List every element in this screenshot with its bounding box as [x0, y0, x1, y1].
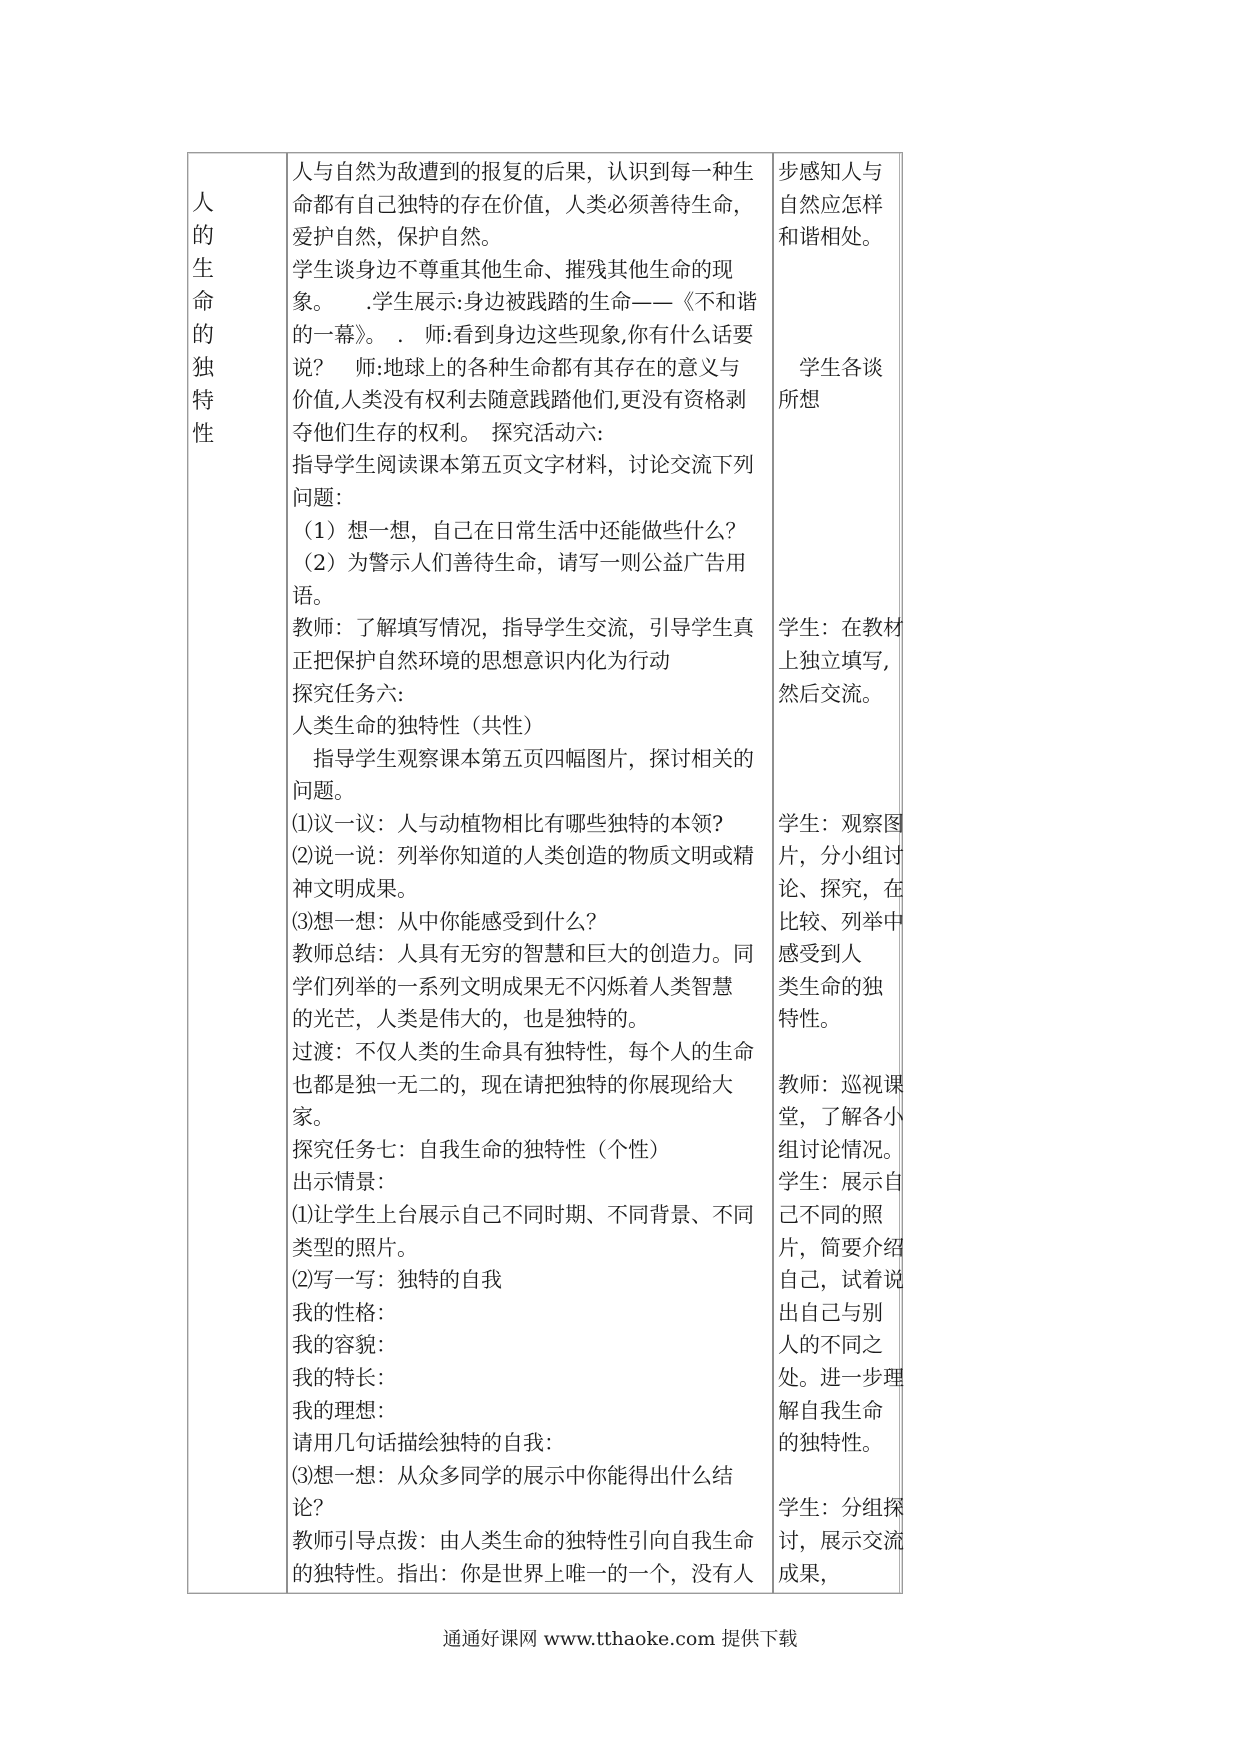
content-line: 我的理想：: [292, 1398, 397, 1423]
activity-line: 堂，了解各小: [778, 1105, 904, 1130]
activity-line: 片，分小组讨: [778, 844, 904, 869]
content-line: 说？ 师:地球上的各种生命都有其存在的意义与: [292, 355, 741, 380]
activity-line: [778, 417, 902, 450]
content-line: 学们列举的一系列文明成果无不闪烁着人类智慧: [292, 974, 733, 999]
activity-line: [778, 449, 902, 482]
section-title-char: 特: [192, 389, 215, 414]
activity-line: 人的不同之: [778, 1333, 883, 1358]
activity-line: 解自我生命: [778, 1398, 883, 1423]
activity-line: 学生：分组探: [778, 1496, 904, 1521]
activity-line: 片，简要介绍: [778, 1235, 904, 1260]
content-line: 出示情景：: [292, 1170, 397, 1195]
content-line: 指导学生阅读课本第五页文字材料，讨论交流下列: [292, 453, 754, 478]
content-line: 的光芒，人类是伟大的，也是独特的。: [292, 1007, 649, 1032]
activity-line: [778, 743, 902, 776]
content-line: 家。: [292, 1105, 334, 1130]
student-activity-column: [778, 156, 902, 1590]
lesson-plan-table: [187, 152, 903, 1594]
content-line: 命都有自己独特的存在价值，人类必须善待生命，: [292, 192, 754, 217]
activity-line: [778, 775, 902, 808]
content-line: 我的性格：: [292, 1300, 397, 1325]
content-line: 问题。: [292, 779, 355, 804]
activity-line: 上独立填写,: [778, 648, 890, 673]
activity-line: 处。进一步理: [778, 1365, 904, 1390]
content-line: 论？: [292, 1496, 334, 1521]
content-line: ⑴让学生上台展示自己不同时期、不同背景、不同: [292, 1203, 754, 1227]
activity-line: [778, 547, 902, 580]
content-line: 语。: [292, 583, 334, 608]
section-title-char: 人: [192, 191, 215, 216]
content-line: ⑶想一想：从众多同学的展示中你能得出什么结: [292, 1463, 733, 1488]
activity-line: 讨，展示交流: [778, 1528, 904, 1553]
column-divider: [286, 153, 288, 1593]
content-line: 夺他们生存的权利。 探究活动六:: [292, 420, 604, 445]
content-line: 人类生命的独特性（共性）: [292, 714, 544, 739]
activity-line: 成果，: [778, 1561, 841, 1586]
activity-line: 论、探究，在: [778, 877, 904, 902]
content-line: 也都是独一无二的，现在请把独特的你展现给大: [292, 1072, 733, 1097]
column-divider: [772, 153, 774, 1593]
content-line: 我的特长：: [292, 1365, 397, 1390]
activity-line: 然后交流。: [778, 681, 883, 706]
content-line: ⑶想一想：从中你能感受到什么？: [292, 909, 607, 934]
activity-line: 自己，试着说: [778, 1268, 904, 1293]
activity-line: 教师：巡视课: [778, 1072, 904, 1097]
section-title-char: 独: [192, 356, 215, 381]
activity-line: 比较、列举中: [778, 909, 904, 934]
content-line: 神文明成果。: [292, 877, 418, 902]
content-line: 类型的照片。: [292, 1235, 418, 1260]
section-title-char: 命: [192, 290, 215, 315]
content-line: 爱护自然，保护自然。: [292, 225, 502, 250]
activity-line: [778, 710, 902, 743]
section-title-char: 性: [192, 422, 215, 447]
activity-line: 步感知人与: [778, 160, 883, 184]
content-line: 问题：: [292, 485, 355, 510]
content-line: 的独特性。指出：你是世界上唯一的一个，没有人: [292, 1561, 754, 1586]
content-line: 象。 .学生展示:身边被践踏的生命——《不和谐: [292, 290, 758, 315]
content-line: ⑵写一写：独特的自我: [292, 1268, 502, 1293]
content-line: 的一幕》。 . 师:看到身边这些现象,你有什么话要: [292, 322, 754, 347]
section-title-char: 生: [192, 257, 215, 282]
content-line: 请用几句话描绘独特的自我：: [292, 1431, 565, 1456]
activity-line: 学生：在教材: [778, 616, 904, 641]
section-title-column: [188, 187, 286, 451]
activity-line: [778, 286, 902, 319]
activity-line: [778, 254, 902, 287]
content-line: 探究任务七：自我生命的独特性（个性）: [292, 1137, 670, 1162]
content-line: 探究任务六:: [292, 681, 405, 706]
activity-line: [778, 1460, 902, 1493]
content-line: 学生谈身边不尊重其他生命、摧残其他生命的现: [292, 257, 733, 282]
content-line: 过渡：不仅人类的生命具有独特性，每个人的生命: [292, 1040, 754, 1065]
activity-line: 特性。: [778, 1007, 841, 1032]
content-line: 教师引导点拨：由人类生命的独特性引向自我生命: [292, 1528, 754, 1553]
activity-line: 学生：观察图: [778, 811, 904, 836]
section-title-char: 的: [192, 224, 215, 249]
content-line: 教师总结：人具有无穷的智慧和巨大的创造力。同: [292, 942, 754, 967]
content-line: 价值,人类没有权利去随意践踏他们,更没有资格剥: [292, 388, 747, 413]
content-line: ⑴议一议：人与动植物相比有哪些独特的本领?: [292, 811, 724, 836]
activity-line: 学生：展示自: [778, 1170, 904, 1195]
activity-line: 感受到人: [778, 942, 862, 967]
activity-line: 和谐相处。: [778, 225, 883, 250]
content-line: 我的容貌：: [292, 1333, 397, 1358]
activity-line: [778, 319, 902, 352]
content-line: 指导学生观察课本第五页四幅图片，探讨相关的: [292, 746, 754, 771]
activity-line: 学生各谈: [778, 355, 883, 380]
activity-line: 出自己与别: [778, 1300, 883, 1325]
content-line: （1）想一想，自己在日常生活中还能做些什么？: [292, 518, 747, 543]
activity-line: [778, 482, 902, 515]
content-line: （2）为警示人们善待生命，请写一则公益广告用: [292, 551, 747, 576]
activity-line: 的独特性。: [778, 1431, 883, 1456]
content-line: 正把保护自然环境的思想意识内化为行动: [292, 648, 670, 673]
activity-line: 类生命的独: [778, 974, 883, 999]
section-title-char: 的: [192, 323, 215, 348]
activity-line: 所想: [778, 388, 820, 413]
content-line: ⑵说一说：列举你知道的人类创造的物质文明或精: [292, 844, 754, 869]
activity-line: 组讨论情况。: [778, 1137, 904, 1162]
activity-line: [778, 1036, 902, 1069]
activity-line: 己不同的照: [778, 1203, 883, 1227]
activity-line: [778, 580, 902, 613]
activity-line: [778, 515, 902, 548]
content-line: 人与自然为敌遭到的报复的后果，认识到每一种生: [292, 160, 754, 184]
teaching-content-column: [292, 156, 770, 1590]
activity-line: 自然应怎样: [778, 192, 883, 217]
content-line: 教师：了解填写情况，指导学生交流，引导学生真: [292, 616, 754, 641]
footer-credit: 通通好课网 www.tthaoke.com 提供下载: [442, 1628, 798, 1650]
